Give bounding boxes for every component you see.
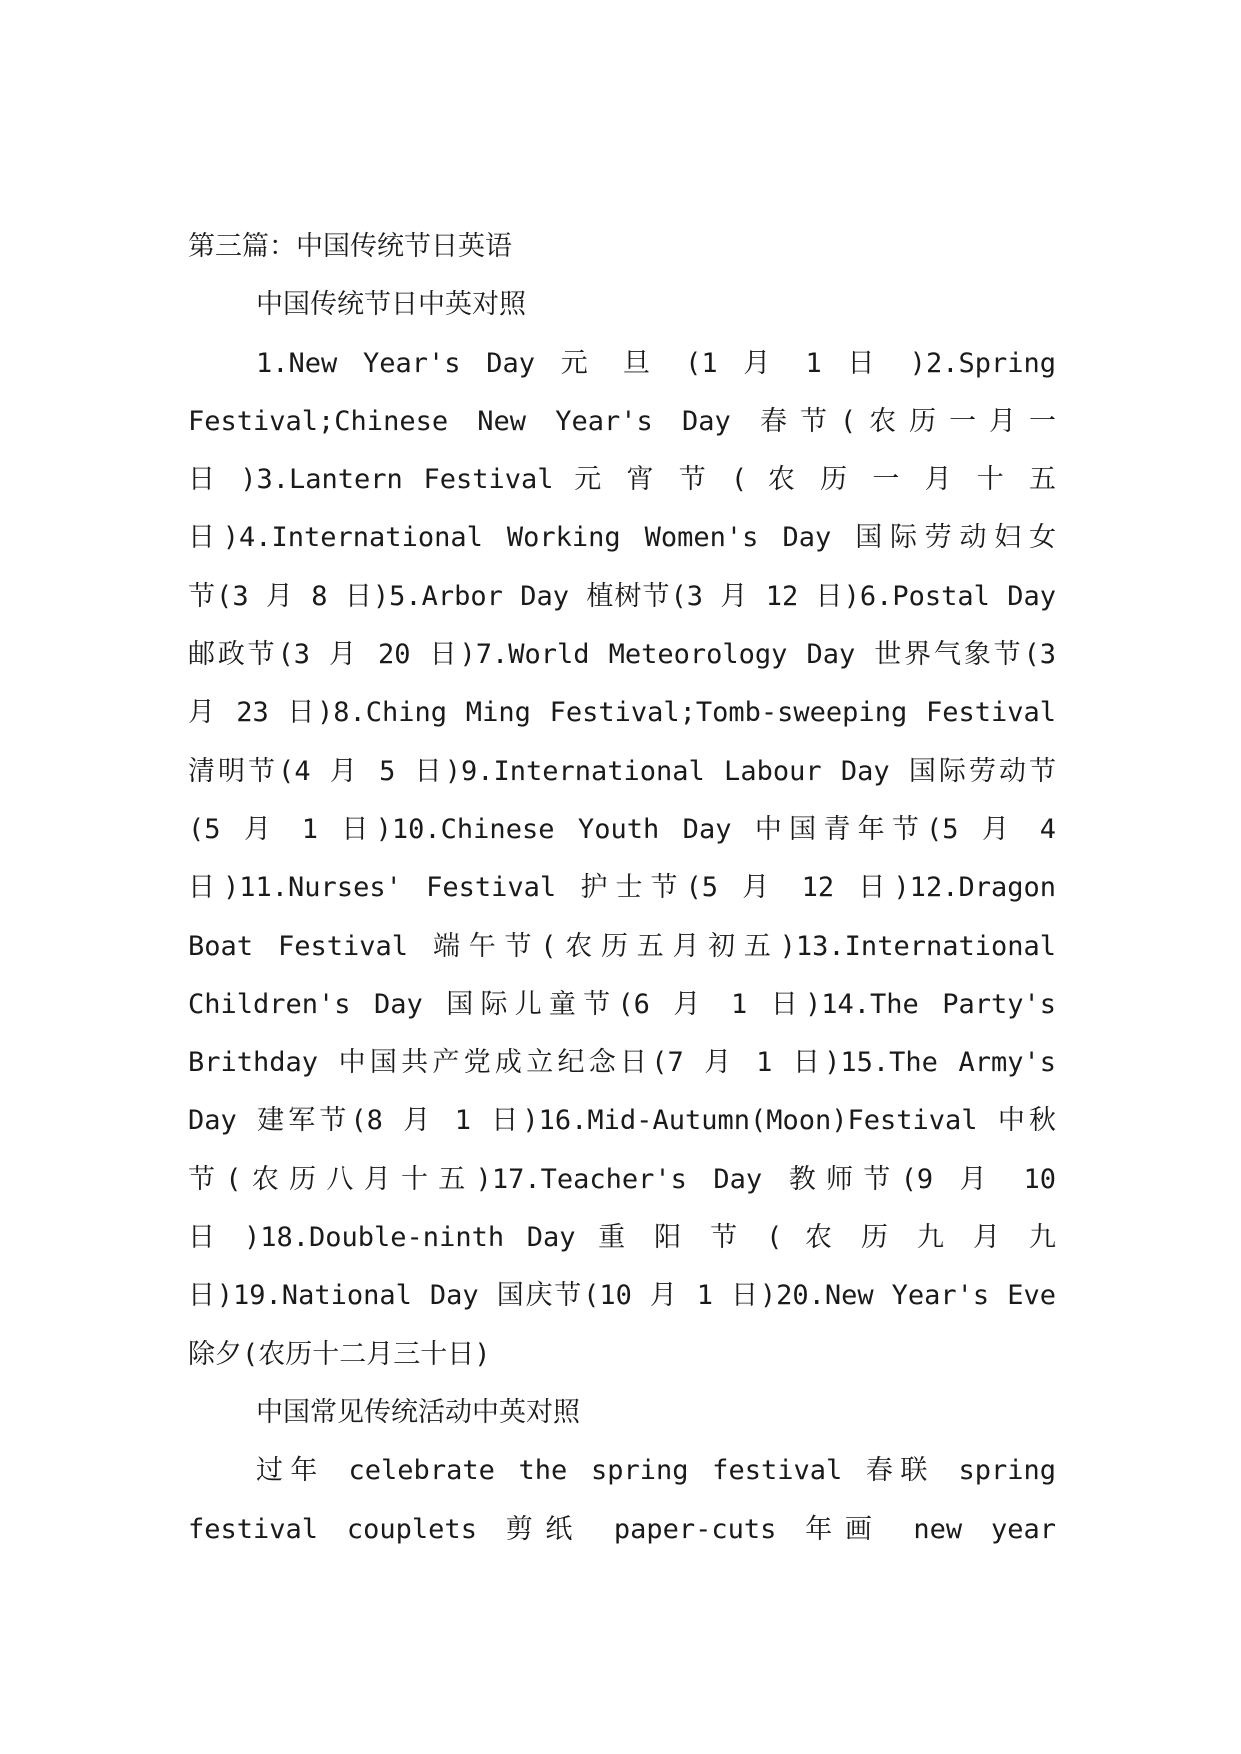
festival-line: 日 )3.Lantern Festival 元 宵 节 ( 农 历 一 月 十 五 (188, 464, 1056, 496)
festival-line: 节(农历八月十五)17.Teacher's Day 教师节(9 月 10 (188, 1163, 1056, 1195)
section-heading-activities: 中国常见传统活动中英对照 (256, 1396, 580, 1428)
festival-line: Day 建军节(8 月 1 日)16.Mid-Autumn(Moon)Festival 中秋 (188, 1105, 1056, 1137)
festival-line: 日)11.Nurses' Festival 护士节(5 月 12 日)12.Dragon (188, 872, 1056, 904)
activity-line: festival couplets 剪纸 paper-cuts 年画 new year (188, 1513, 1056, 1545)
festival-line: 月 23 日)8.Ching Ming Festival;Tomb-sweeping Festival (188, 697, 1056, 729)
festival-line: Brithday 中国共产党成立纪念日(7 月 1 日)15.The Army's (188, 1047, 1056, 1079)
festival-line: 日 )18.Double-ninth Day 重 阳 节 ( 农 历 九 月 九 (188, 1222, 1056, 1254)
festival-line: 日)19.National Day 国庆节(10 月 1 日)20.New Year's Eve (188, 1280, 1056, 1312)
festival-line: Festival;Chinese New Year's Day 春节(农历一月一 (188, 405, 1056, 437)
festival-line: Boat Festival 端午节(农历五月初五)13.International (188, 930, 1056, 962)
document-title: 第三篇：中国传统节日英语 (188, 231, 512, 262)
document-body (188, 218, 1056, 1559)
festival-line: (5 月 1 日)10.Chinese Youth Day 中国青年节(5 月 4 (188, 813, 1056, 845)
festival-line: Children's Day 国际儿童节(6 月 1 日)14.The Party's (188, 988, 1056, 1020)
section-heading-festivals: 中国传统节日中英对照 (256, 289, 526, 321)
festival-line: 1.New Year's Day 元 旦 (1 月 1 日 )2.Spring (256, 347, 1056, 379)
festival-line: 日)4.International Working Women's Day 国际劳动妇女 (188, 522, 1056, 554)
festival-line: 除夕(农历十二月三十日) (188, 1338, 491, 1370)
festival-line: 节(3 月 8 日)5.Arbor Day 植树节(3 月 12 日)6.Postal Day (188, 580, 1056, 612)
activity-line: 过年 celebrate the spring festival 春联 spring (256, 1455, 1056, 1487)
festival-line: 清明节(4 月 5 日)9.International Labour Day 国际劳动节 (188, 755, 1056, 787)
festival-line: 邮政节(3 月 20 日)7.World Meteorology Day 世界气象节(3 (188, 639, 1056, 671)
